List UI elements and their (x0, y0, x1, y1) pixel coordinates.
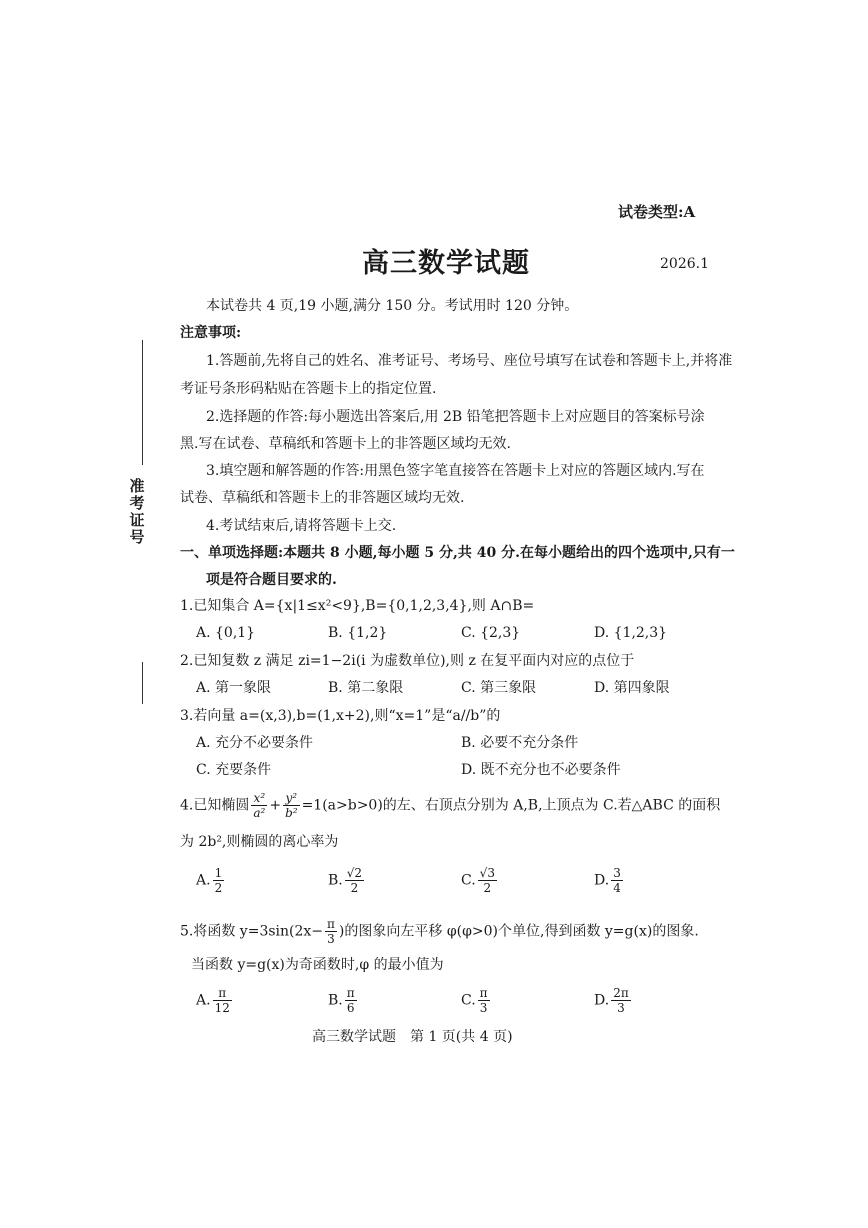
question-2-option-b: B. 第二象限 (328, 680, 404, 696)
question-5-stem-post: )的图象向左平移 φ(φ>0)个单位,得到函数 y=g(x)的图象. (338, 923, 699, 940)
exam-date: 2026.1 (660, 256, 709, 272)
question-5-fraction (325, 917, 337, 946)
note-item-1-line1: 1.答题前,先将自己的姓名、准考证号、考场号、座位号填写在试卷和答题卡上,并将准 (206, 353, 733, 369)
question-5-option-d (594, 986, 633, 1015)
question-2-option-c: C. 第三象限 (461, 680, 537, 696)
question-4-frac-y-num: y² (283, 791, 300, 806)
question-4-frac-x-num: x² (251, 791, 267, 806)
question-4-option-b-den: 2 (350, 881, 359, 895)
question-4-option-a-den: 2 (214, 881, 223, 895)
question-3-option-d: D. 既不充分也不必要条件 (461, 762, 621, 778)
question-5-option-c-label: C. (461, 992, 476, 1009)
question-5-option-d-num: 2π (613, 986, 629, 1000)
question-4-option-d (594, 866, 625, 895)
section-heading-line1: 一、单项选择题:本题共 8 小题,每小题 5 分,共 40 分.在每小题给出的四个选项中,只有一 (180, 545, 735, 561)
question-5-option-b-num: π (346, 986, 355, 1000)
question-5-option-a-label: A. (196, 992, 211, 1009)
question-4-option-c-num: √3 (479, 866, 495, 880)
question-5-option-a (196, 986, 234, 1015)
question-1-option-b: B. {1,2} (328, 625, 388, 641)
question-4-plus: + (269, 797, 282, 814)
question-2-stem: 2.已知复数 z 满足 zi=1−2i(i 为虚数单位),则 z 在复平面内对应的点位于 (180, 653, 635, 669)
page-footer: 高三数学试题 第 1 页(共 4 页) (312, 1029, 513, 1045)
note-item-3-line1: 3.填空题和解答题的作答:用黑色签字笔直接答在答题卡上对应的答题区域内.写在 (206, 463, 705, 479)
note-item-4: 4.考试结束后,请将答题卡上交. (206, 518, 397, 534)
question-5-option-c-num: π (479, 986, 488, 1000)
note-item-2-line1: 2.选择题的作答:每小题选出答案后,用 2B 铅笔把答题卡上对应题目的答案标号涂 (206, 409, 705, 425)
question-5-option-b (328, 986, 359, 1015)
question-5-option-b-den: 6 (346, 1001, 355, 1015)
note-item-2-line2: 黑.写在试卷、草稿纸和答题卡上的非答题区域均无效. (180, 436, 511, 452)
question-4-option-d-num: 3 (613, 866, 621, 880)
question-4-option-c-den: 2 (483, 881, 492, 895)
question-5-stem-line2: 当函数 y=g(x)为奇函数时,φ 的最小值为 (191, 957, 444, 973)
binding-line-top (142, 340, 143, 465)
question-3-stem: 3.若向量 a=(x,3),b=(1,x+2),则“x=1”是“a//b”的 (180, 708, 501, 724)
question-4-option-b-label: B. (328, 872, 343, 889)
question-5-frac-num: π (327, 917, 335, 931)
question-4-option-d-label: D. (594, 872, 610, 889)
question-3-option-a: A. 充分不必要条件 (196, 735, 314, 751)
question-5-option-d-den: 3 (617, 1001, 625, 1015)
question-1-option-a: A. {0,1} (196, 625, 256, 641)
binding-line-bottom (142, 662, 143, 704)
question-4-option-a-label: A. (196, 872, 211, 889)
question-5-stem (180, 917, 699, 946)
question-5-option-a-num: π (213, 986, 232, 1001)
question-4-frac-y-den: b² (285, 806, 298, 820)
question-5-option-d-label: D. (594, 992, 610, 1009)
notes-heading: 注意事项: (180, 325, 242, 341)
question-5-frac-den: 3 (327, 932, 335, 946)
question-4-stem-post: =1(a>b>0)的左、右顶点分别为 A,B,上顶点为 C.若△ABC 的面积 (301, 797, 721, 814)
question-5-option-a-den: 12 (214, 1001, 230, 1015)
note-item-3-line2: 试卷、草稿纸和答题卡上的非答题区域均无效. (180, 490, 465, 506)
question-4-option-a-num: 1 (214, 866, 223, 880)
question-3-option-c: C. 充要条件 (196, 762, 272, 778)
question-2-option-a: A. 第一象限 (196, 680, 272, 696)
paper-type: 试卷类型:A (618, 203, 696, 221)
question-4-stem-line2: 为 2b²,则椭圆的离心率为 (180, 834, 339, 850)
question-4-option-c-label: C. (461, 872, 476, 889)
question-4-option-c (461, 866, 499, 895)
question-5-stem-pre: 5.将函数 y=3sin(2x− (180, 923, 324, 940)
question-5-option-b-label: B. (328, 992, 343, 1009)
section-heading-line2: 项是符合题目要求的. (206, 572, 337, 588)
page-title: 高三数学试题 (362, 248, 530, 279)
question-1-stem: 1.已知集合 A={x|1≤x²<9},B={0,1,2,3,4},则 A∩B= (180, 598, 535, 614)
question-4-frac-x-den: a² (253, 806, 266, 820)
question-4-stem (180, 791, 720, 820)
note-item-1-line2: 考证号条形码粘贴在答题卡上的指定位置. (180, 381, 437, 397)
question-4-fraction-x (251, 791, 267, 820)
question-4-option-b-num: √2 (346, 866, 363, 880)
question-5-option-c (461, 986, 492, 1015)
question-3-option-b: B. 必要不充分条件 (461, 735, 579, 751)
question-4-option-d-den: 4 (613, 881, 621, 895)
question-2-option-d: D. 第四象限 (594, 680, 670, 696)
question-4-option-a (196, 866, 226, 895)
intro-text: 本试卷共 4 页,19 小题,满分 150 分。考试用时 120 分钟。 (206, 298, 579, 314)
question-1-option-d: D. {1,2,3} (594, 625, 668, 641)
question-1-option-c: C. {2,3} (461, 625, 521, 641)
exam-id-label: 准考证号 (129, 477, 145, 546)
question-5-option-c-den: 3 (479, 1001, 488, 1015)
question-4-option-b (328, 866, 366, 895)
question-4-stem-pre: 4.已知椭圆 (180, 797, 250, 814)
question-4-fraction-y (283, 791, 300, 820)
